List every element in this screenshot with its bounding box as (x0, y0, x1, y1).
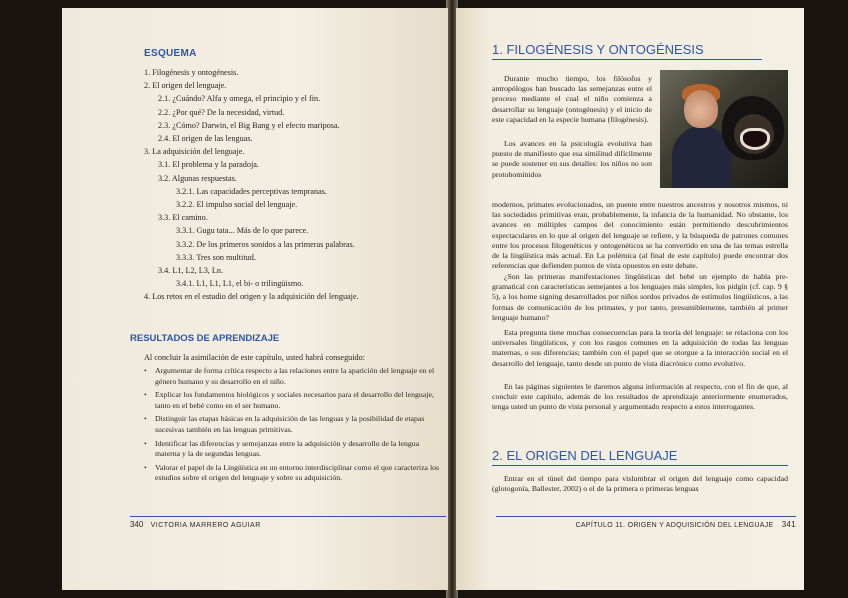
list-item: • Distinguir las etapas básicas en la adquisición de las lenguas y la posibilidad de etapas sucesivas también en las lenguas primitivas. (144, 414, 442, 435)
running-author: VICTORIA MARRERO AGUIAR (150, 522, 261, 529)
section-heading-origen: 2. EL ORIGEN DEL LENGUAJE (492, 448, 788, 466)
photo-boy-chimpanzee (660, 70, 788, 188)
outline-item: 3.3. El camino. (158, 213, 208, 223)
outline-item: 2.2. ¿Por qué? De la necesidad, virtud. (158, 107, 285, 117)
page-number: 341 (781, 520, 796, 529)
paragraph: ¿Son las primeras manifestaciones lingüísticas del bebé un ejemplo de habla pre-gramatical con caracteristicas semejantes a los lenguajes más simples, los pidgin (cf. cap. 9 § 5), a los home signing desarrollados por niños sordos privados de estímulos lingüísticos, a las formas de comunicación de los primates, y por tanto, presumiblemente, también al primer lenguaje humano? (492, 272, 788, 322)
esquema-heading: ESQUEMA (144, 48, 197, 59)
outline-item: 3.3.2. De los primeros sonidos a las primeras palabras. (176, 239, 355, 249)
outline-item: 3.1. El problema y la paradoja. (158, 160, 259, 170)
outline-item: 3.2. Algunas respuestas. (158, 173, 237, 183)
paragraph: Entrar en el túnel del tiempo para vislumbrar el origen del lenguaje como capacidad (glotogonía, Ballester, 2002) o el de la primera o primeras lenguas (492, 474, 788, 494)
outline-item: 3. La adquisición del lenguaje. (144, 147, 245, 157)
photo-chimp-mouth (740, 128, 770, 150)
list-item: • Identificar las diferencias y semejanzas entre la adquisición y desarrollo de la lengua materna y la de segundas lenguas. (144, 439, 442, 460)
section-heading-filogenesis: 1. FILOGÉNESIS Y ONTOGÉNESIS (492, 42, 762, 60)
page-number: 340 (130, 520, 144, 529)
outline-item: 3.4.1. L1, L1, L1, el bi- o trilingüismo. (176, 279, 304, 289)
outline-item: 2.1. ¿Cuándo? Alfa y omega, el principio y el fin. (158, 94, 321, 104)
paragraph: modernos, primates evolucionados, un puente entre nuestros ancestros y nosotros mismos, ni las sociedades primitivas eran, probablemente, la infancia de la humanidad. No obstante, los avances en múltiples campos del conocimiento están permitiendo descubrimientos espectaculares en lo que al origen del lenguaje se refiere, y la búsqueda de patrones comunes entre los procesos filogenéticos y ontogenéticos se ha convertido en una de las temas estrella de la lingüística más actual. En La polémica (al final de este capítulo) puede encontrar dos referencias que defienden puntos de vista opuestos en este debate. (492, 200, 788, 271)
right-footer (496, 516, 796, 529)
running-chapter: CAPÍTULO 11. ORIGEN Y ADQUISICIÓN DEL LENGUAJE (575, 522, 774, 529)
resultados-list (144, 366, 442, 487)
resultados-heading: RESULTADOS DE APRENDIZAJE (130, 333, 280, 344)
outline-item: 3.3.1. Gugu tata... Más de lo que parece. (176, 226, 309, 236)
left-page (62, 8, 448, 590)
paragraph: Durante mucho tiempo, los filósofos y antropólogos han buscado las semejanzas entre el proceso mediante el cual el niño comienza a desarrollar su lenguaje (ontogénesis) y el inicio de este capacidad en la especie humana (filogénesis). (492, 74, 652, 124)
outline-item: 3.3.3. Tres son multitud. (176, 252, 256, 262)
outline-item: 3.4. L1, L2, L3, Ln. (158, 266, 224, 276)
outline-item: 2. El origen del lenguaje. (144, 81, 227, 91)
outline-item: 3.2.1. Las capacidades perceptivas tempranas. (176, 186, 327, 196)
right-page (456, 8, 804, 590)
paragraph: Los avances en la psicología evolutiva han puesto de manifiesto que esa similitud difícilmente se puede sostener en sus detalles: los niños no son protohomínidos (492, 139, 652, 179)
outline-item: 2.3. ¿Cómo? Darwin, el Big Bang y el efecto mariposa. (158, 120, 340, 130)
outline-list (124, 66, 444, 304)
outline-item: 1. Filogénesis y ontogénesis. (144, 68, 239, 77)
paragraph: En las páginas siguientes le daremos alguna información al respecto, con el fin de que, al concluir este capítulo, además de los resultados de aprendizaje anteriormente enumerados, tenga usted un punto de vista personal y argumentado respecto a estos interrogantes. (492, 382, 788, 412)
photo-boy-head (684, 90, 718, 128)
outline-item: 3.2.2. El impulso social del lenguaje. (176, 200, 298, 210)
outline-item: 4. Los retos en el estudio del origen y la adquisición del lenguaje. (144, 292, 359, 302)
list-item: • Valorar el papel de la Lingüística en un entorno interdisciplinar como el que caracteriza los estudios sobre el origen del lenguaje y sobre su adquisición. (144, 463, 442, 484)
resultados-intro: Al concluir la asimilación de este capítulo, usted habrá conseguido: (144, 353, 365, 362)
outline-item: 2.4. El origen de las lenguas. (158, 134, 253, 144)
list-item: • Argumentar de forma crítica respecto a las relaciones entre la aparición del lenguaje en el género humano y su desarrollo en el niño. (144, 366, 442, 387)
list-item: • Explicar los fundamentos biológicos y sociales necesarios para el desarrollo del lenguaje, tanto en el bebé como en el ser humano. (144, 390, 442, 411)
paragraph: Esta pregunta tiene muchas consecuencias para la teoría del lenguaje: se relaciona con los universales lingüísticos, y con los rasgos comunes en la adquisición de todas las lenguas maternas, o sus diferencias; también con el papel que se otorgue a la interacción social en el desarrollo del lenguaje, tanto desde un punto de vista diacrónico como evolutivo. (492, 328, 788, 368)
left-footer (130, 516, 446, 529)
